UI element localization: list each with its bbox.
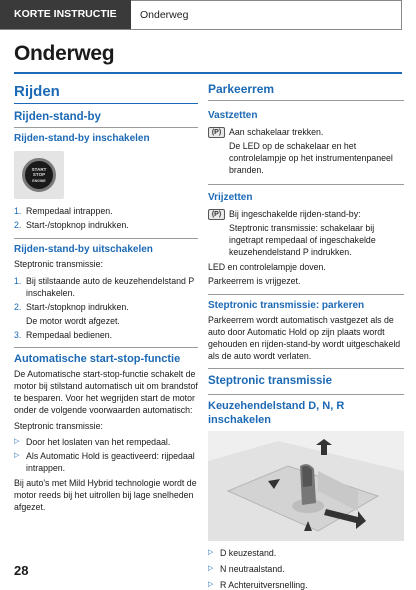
step-text: Rempedaal bedienen.	[26, 330, 113, 340]
section-heading-rijden: Rijden	[14, 83, 60, 100]
heading-autostart: Automatische start-stop-functie	[14, 353, 181, 365]
instruction-text: Steptronic transmissie: schakelaar bij ingetrapt rempedaal of ingeschakelde keuzehendelstand P indrukken.	[229, 223, 376, 257]
gear-selector-illustration	[208, 431, 404, 541]
list-item: 1. Rempedaal intrappen.	[14, 206, 113, 216]
heading-parkeerrem: Parkeerrem	[208, 82, 275, 96]
list-item: 3. Rempedaal bedienen.	[14, 330, 113, 340]
parking-brake-icon: (P)	[208, 127, 225, 138]
list-item: ▷ Door het loslaten van het rempedaal.	[14, 437, 171, 447]
heading-keuze: Keuzehendelstand D, N, R inschakelen	[208, 400, 345, 426]
list-item: 2. Start-/stopknop indrukken.	[14, 220, 129, 230]
step-text: Start-/stopknop indrukken.	[26, 220, 129, 230]
step-text: Start-/stopknop indrukken.	[26, 302, 129, 312]
gear-selector-image	[208, 431, 404, 541]
page-number: 28	[14, 563, 29, 578]
start-stop-button-image	[14, 151, 64, 199]
heading-vrijzetten: Vrijzetten	[208, 192, 253, 203]
start-stop-button-icon	[22, 158, 56, 192]
heading-standby-off: Rijden-stand-by uitschakelen	[14, 244, 153, 255]
instruction-text: LED en controlelampje doven.	[208, 262, 326, 272]
divider	[14, 127, 198, 128]
divider	[208, 184, 404, 185]
steptronic-label: Steptronic transmissie:	[14, 421, 103, 431]
steptronic-label: Steptronic transmissie:	[14, 259, 103, 269]
bullet-text: R Achteruitversnelling.	[220, 580, 308, 590]
button-text-engine: ENGINE	[32, 178, 46, 183]
button-text-start: START	[31, 166, 47, 172]
page-title: Onderweg	[14, 42, 115, 65]
divider	[208, 100, 404, 101]
header-rule	[0, 29, 402, 30]
page-header	[0, 0, 416, 30]
heading-standby-on: Rijden-stand-by inschakelen	[14, 133, 150, 144]
section-tab: KORTE INSTRUCTIE	[0, 0, 131, 29]
heading-steptronic: Steptronic transmissie	[208, 375, 332, 387]
list-item: 1. Bij stilstaande auto de keuzehendelstand P inschakelen.	[14, 275, 198, 299]
list-item: 2. Start-/stopknop indrukken.	[14, 302, 129, 312]
step-text: Bij stilstaande auto de keuzehendelstand P inschakelen.	[26, 276, 195, 298]
divider	[14, 347, 198, 348]
list-item: ▷ N neutraalstand.	[208, 564, 285, 574]
bullet-text: Door het loslaten van het rempedaal.	[26, 437, 171, 447]
park-text: Parkeerrem wordt automatisch vastgezet als de auto door Automatic Hold op zijn plaats wordt gehouden en rijden-stand-by wordt uitgeschakeld als de auto wordt verlaten.	[208, 315, 401, 361]
section-rule	[14, 103, 198, 104]
left-column	[14, 82, 198, 513]
autostart-text: De Automatische start-stop-functie schakelt de motor bij stilstand automatisch uit om brandstof te besparen. Voor het wegrijden start de motor onder de volgende voorwaarden automatisch:	[14, 369, 198, 415]
title-rule	[14, 72, 402, 74]
heading-standby: Rijden-stand-by	[14, 111, 101, 123]
heading-park: Steptronic transmissie: parkeren	[208, 300, 365, 311]
hybrid-text: Bij auto's met Mild Hybrid technologie wordt de motor reeds bij het uitrollen bij lage snelheden afgezet.	[14, 478, 197, 512]
instruction-text: Parkeerrem is vrijgezet.	[208, 276, 301, 286]
instruction-row	[208, 126, 404, 138]
step-note: De motor wordt afgezet.	[26, 316, 120, 326]
right-column	[208, 82, 404, 590]
instruction-text: Bij ingeschakelde rijden-stand-by:	[229, 209, 361, 219]
divider	[208, 394, 404, 395]
instruction-text: Aan schakelaar trekken.	[229, 127, 324, 137]
instruction-row	[208, 208, 404, 220]
instruction-text: De LED op de schakelaar en het controlelampje op het instrumentenpaneel branden.	[229, 141, 393, 175]
divider	[14, 238, 198, 239]
divider	[208, 294, 404, 295]
button-text-stop: STOP	[32, 171, 46, 177]
bullet-text: N neutraalstand.	[220, 564, 285, 574]
list-item: ▷ R Achteruitversnelling.	[208, 580, 308, 590]
list-item: ▷ Als Automatic Hold is geactiveerd: rijpedaal intrappen.	[14, 450, 198, 474]
heading-vastzetten: Vastzetten	[208, 110, 258, 121]
list-item: ▷ D keuzestand.	[208, 548, 277, 558]
divider	[208, 368, 404, 369]
bullet-text: Als Automatic Hold is geactiveerd: rijpedaal intrappen.	[26, 451, 195, 473]
step-text: Rempedaal intrappen.	[26, 206, 113, 216]
bullet-text: D keuzestand.	[220, 548, 277, 558]
parking-brake-icon: (P)	[208, 209, 225, 220]
chapter-tab: Onderweg	[131, 0, 402, 29]
